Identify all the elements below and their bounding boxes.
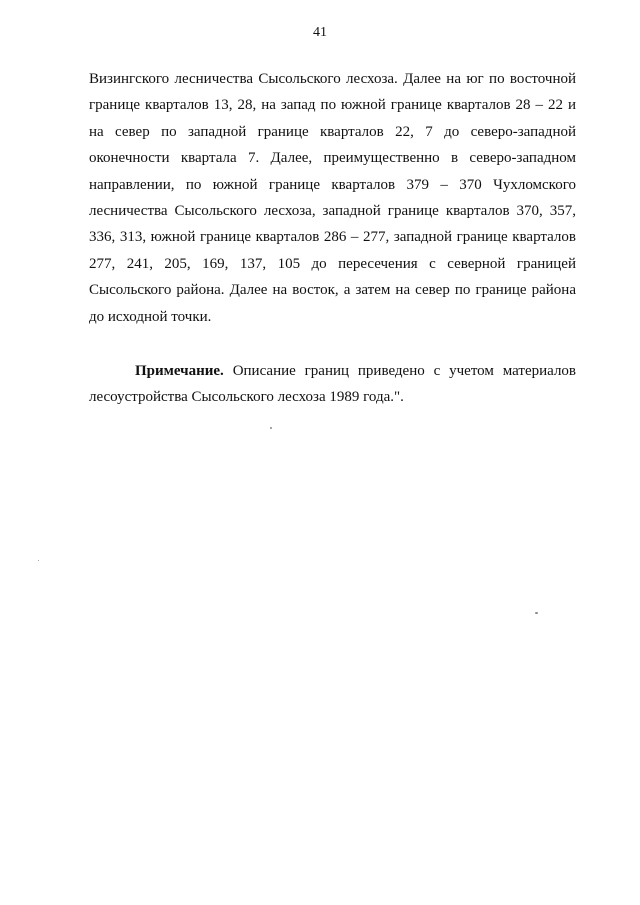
note-paragraph xyxy=(89,358,576,411)
text-line: границе кварталов 13, 28, на запад по южной границе кварталов 28 – 22 и xyxy=(89,97,576,114)
text-line: Сысольского района. Далее на восток, а затем на север по границе района xyxy=(89,282,576,299)
boundary-description xyxy=(89,66,576,330)
note-line xyxy=(89,358,576,384)
scan-speck xyxy=(535,612,538,614)
note-line: лесоустройства Сысольского лесхоза 1989 года.". xyxy=(89,389,404,406)
note-text: Описание границ приведено с учетом материалов xyxy=(232,363,577,379)
text-line: оконечности квартала 7. Далее, преимущественно в северо-западном xyxy=(89,150,576,167)
text-line: 277, 241, 205, 169, 137, 105 до пересечения с северной границей xyxy=(89,255,576,272)
text-line: на север по западной границе кварталов 22, 7 до северо-западной xyxy=(89,123,576,140)
note-label: Примечание. xyxy=(135,363,224,379)
page-number: 41 xyxy=(313,25,327,40)
text-line: направлении, по южной границе кварталов 379 – 370 Чухломского xyxy=(89,176,576,193)
text-line: лесничества Сысольского лесхоза, западной границе кварталов 370, 357, xyxy=(89,203,576,220)
text-line: 336, 313, южной границе кварталов 286 – 277, западной границе кварталов xyxy=(89,229,576,246)
scan-speck xyxy=(270,427,272,429)
scan-speck xyxy=(38,560,39,561)
text-line: до исходной точки. xyxy=(89,308,212,325)
text-line: Визингского лесничества Сысольского лесхоза. Далее на юг по восточной xyxy=(89,71,576,87)
